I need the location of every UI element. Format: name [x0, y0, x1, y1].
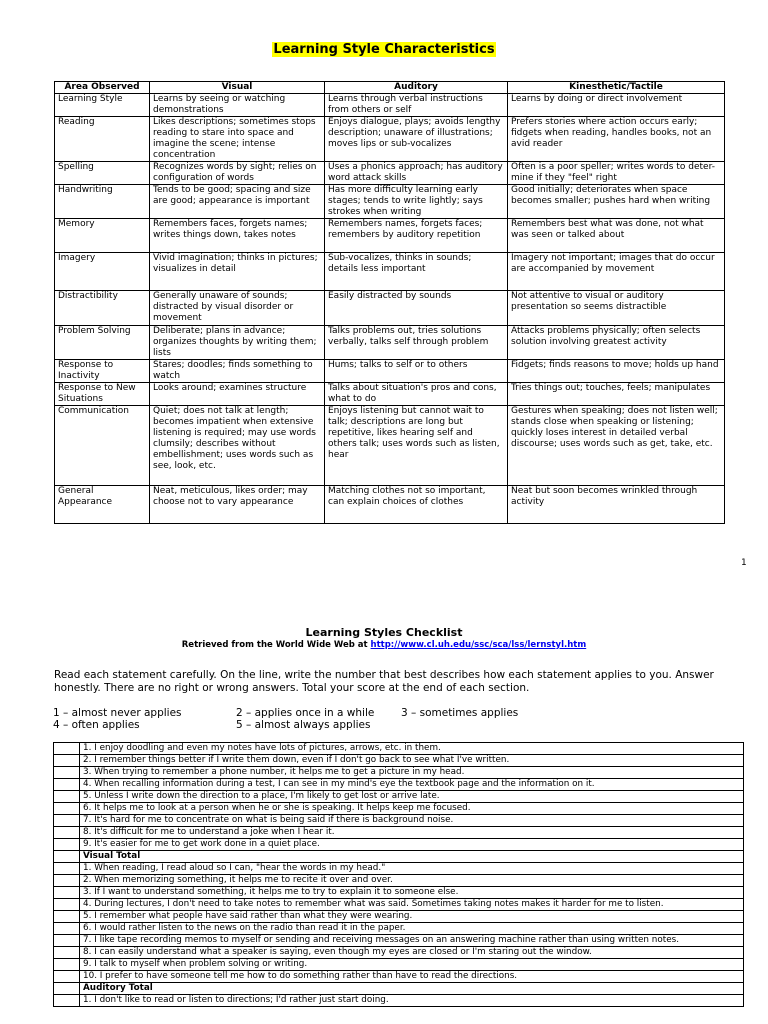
kinesthetic-cell: Often is a poor speller; writes words to deter- mine if they "feel" right	[508, 162, 725, 185]
checklist-row	[54, 899, 744, 911]
area-cell: Problem Solving	[55, 326, 150, 360]
statement-text: 4. During lectures, I don't need to take notes to remember what was said. Sometimes taking notes makes it harder for me to listen.	[80, 899, 744, 911]
statement-text: 1. When reading, I read aloud so I can, "hear the words in my head."	[80, 863, 744, 875]
kinesthetic-cell: Not attentive to visual or auditory presentation so seems distractible	[508, 291, 725, 326]
visual-cell: Remembers faces, forgets names; writes things down, takes notes	[150, 219, 325, 253]
statement-text: 10. I prefer to have someone tell me how to do something rather than have to read the directions.	[80, 971, 744, 983]
section-total-label: Visual Total	[80, 851, 744, 863]
visual-cell: Deliberate; plans in advance; organizes thoughts by writing them; lists	[150, 326, 325, 360]
visual-cell: Stares; doodles; finds something to watch	[150, 360, 325, 383]
characteristics-title-text: Learning Style Characteristics	[273, 42, 495, 57]
statement-text: 7. It's hard for me to concentrate on what is being said if there is background noise.	[80, 815, 744, 827]
auditory-cell: Matching clothes not so important, can explain choices of clothes	[325, 486, 508, 524]
auditory-cell: Easily distracted by sounds	[325, 291, 508, 326]
table-row	[55, 326, 725, 360]
scale-item-1: 1 – almost never applies	[53, 707, 182, 719]
table-row	[55, 117, 725, 162]
score-field[interactable]	[54, 959, 80, 971]
table-row	[55, 406, 725, 486]
table-row	[55, 383, 725, 406]
statement-text: 8. I can easily understand what a speaker is saying, even though my eyes are closed or I'm staring out the window.	[80, 947, 744, 959]
checklist-row	[54, 875, 744, 887]
score-field[interactable]	[54, 875, 80, 887]
statement-text: 2. When memorizing something, it helps me to recite it over and over.	[80, 875, 744, 887]
characteristics-title	[0, 38, 768, 57]
total-score-field[interactable]	[54, 851, 80, 863]
auditory-cell: Enjoys dialogue, plays; avoids lengthy description; unaware of illustrations; moves lips or sub-vocalizes	[325, 117, 508, 162]
score-field[interactable]	[54, 791, 80, 803]
table-row	[55, 185, 725, 219]
statement-text: 6. I would rather listen to the news on the radio than read it in the paper.	[80, 923, 744, 935]
auditory-cell: Talks about situation's pros and cons, what to do	[325, 383, 508, 406]
area-cell: Reading	[55, 117, 150, 162]
checklist-row	[54, 863, 744, 875]
auditory-cell: Remembers names, forgets faces; remembers by auditory repetition	[325, 219, 508, 253]
auditory-cell: Enjoys listening but cannot wait to talk; descriptions are long but repetitive, likes hearing self and others talk; uses words such as listen, hear	[325, 406, 508, 486]
statement-text: 1. I don't like to read or listen to directions; I'd rather just start doing.	[80, 995, 744, 1007]
statement-text: 3. If I want to understand something, it helps me to try to explain it to someone else.	[80, 887, 744, 899]
checklist-row	[54, 767, 744, 779]
statement-text: 5. Unless I write down the direction to a place, I'm likely to get lost or arrive late.	[80, 791, 744, 803]
score-field[interactable]	[54, 779, 80, 791]
visual-cell: Quiet; does not talk at length; becomes impatient when extensive listening is required; may use words clumsily; describes without embellishment; uses words such as see, look, etc.	[150, 406, 325, 486]
score-field[interactable]	[54, 947, 80, 959]
score-field[interactable]	[54, 803, 80, 815]
statement-text: 1. I enjoy doodling and even my notes have lots of pictures, arrows, etc. in them.	[80, 743, 744, 755]
area-cell: General Appearance	[55, 486, 150, 524]
checklist-row	[54, 743, 744, 755]
statement-text: 7. I like tape recording memos to myself or sending and receiving messages on an answering machine rather than using written notes.	[80, 935, 744, 947]
checklist-table	[53, 742, 744, 1007]
area-cell: Spelling	[55, 162, 150, 185]
auditory-cell: Sub-vocalizes, thinks in sounds; details less important	[325, 253, 508, 291]
score-field[interactable]	[54, 827, 80, 839]
checklist-row	[54, 887, 744, 899]
checklist-subtitle	[0, 640, 768, 650]
characteristics-header-row	[55, 82, 725, 94]
visual-cell: Likes descriptions; sometimes stops reading to stare into space and imagine the scene; intense concentration	[150, 117, 325, 162]
area-cell: Communication	[55, 406, 150, 486]
visual-cell: Generally unaware of sounds; distracted by visual disorder or movement	[150, 291, 325, 326]
area-cell: Memory	[55, 219, 150, 253]
auditory-cell: Uses a phonics approach; has auditory word attack skills	[325, 162, 508, 185]
visual-cell: Vivid imagination; thinks in pictures; visualizes in detail	[150, 253, 325, 291]
visual-cell: Tends to be good; spacing and size are good; appearance is important	[150, 185, 325, 219]
checklist-subtitle-text: Retrieved from the World Wide Web at	[181, 640, 371, 650]
checklist-row	[54, 947, 744, 959]
score-field[interactable]	[54, 815, 80, 827]
table-row	[55, 486, 725, 524]
section-total-row	[54, 851, 744, 863]
statement-text: 6. It helps me to look at a person when he or she is speaking. It helps keep me focused.	[80, 803, 744, 815]
kinesthetic-cell: Attacks problems physically; often selects solution involving greatest activity	[508, 326, 725, 360]
score-field[interactable]	[54, 839, 80, 851]
score-field[interactable]	[54, 899, 80, 911]
header-area-observed: Area Observed	[55, 82, 150, 94]
checklist-title: Learning Styles Checklist	[305, 626, 463, 639]
page-number: 1	[741, 558, 747, 568]
characteristics-table	[54, 81, 725, 524]
checklist-row	[54, 911, 744, 923]
auditory-cell: Talks problems out, tries solutions verbally, talks self through problem	[325, 326, 508, 360]
kinesthetic-cell: Good initially; deteriorates when space becomes smaller; pushes hard when writing	[508, 185, 725, 219]
section-total-row	[54, 983, 744, 995]
score-field[interactable]	[54, 743, 80, 755]
area-cell: Distractibility	[55, 291, 150, 326]
score-field[interactable]	[54, 971, 80, 983]
kinesthetic-cell: Imagery not important; images that do occur are accompanied by movement	[508, 253, 725, 291]
area-cell: Response to New Situations	[55, 383, 150, 406]
area-cell: Handwriting	[55, 185, 150, 219]
visual-cell: Recognizes words by sight; relies on configuration of words	[150, 162, 325, 185]
score-field[interactable]	[54, 935, 80, 947]
checklist-row	[54, 971, 744, 983]
header-auditory: Auditory	[325, 82, 508, 94]
statement-text: 5. I remember what people have said rather than what they were wearing.	[80, 911, 744, 923]
statement-text: 9. I talk to myself when problem solving or writing.	[80, 959, 744, 971]
header-kinesthetic: Kinesthetic/Tactile	[508, 82, 725, 94]
statement-text: 3. When trying to remember a phone number, it helps me to get a picture in my head.	[80, 767, 744, 779]
checklist-row	[54, 791, 744, 803]
kinesthetic-cell: Prefers stories where action occurs early; fidgets when reading, handles books, not an avid reader	[508, 117, 725, 162]
auditory-cell: Learns through verbal instructions from others or self	[325, 94, 508, 117]
score-field[interactable]	[54, 995, 80, 1007]
checklist-row	[54, 827, 744, 839]
checklist-row	[54, 755, 744, 767]
scale-item-2: 2 – applies once in a while	[236, 707, 375, 719]
scale-item-4: 4 – often applies	[53, 719, 140, 731]
checklist-row	[54, 995, 744, 1007]
checklist-row	[54, 935, 744, 947]
score-field[interactable]	[54, 863, 80, 875]
area-cell: Response to Inactivity	[55, 360, 150, 383]
total-score-field[interactable]	[54, 983, 80, 995]
score-field[interactable]	[54, 755, 80, 767]
statement-text: 8. It's difficult for me to understand a joke when I hear it.	[80, 827, 744, 839]
statement-text: 9. It's easier for me to get work done in a quiet place.	[80, 839, 744, 851]
area-cell: Imagery	[55, 253, 150, 291]
section-total-label: Auditory Total	[80, 983, 744, 995]
checklist-row	[54, 803, 744, 815]
visual-cell: Neat, meticulous, likes order; may choose not to vary appearance	[150, 486, 325, 524]
kinesthetic-cell: Fidgets; finds reasons to move; holds up hand	[508, 360, 725, 383]
checklist-row	[54, 959, 744, 971]
statement-text: 2. I remember things better if I write them down, even if I don't go back to see what I've written.	[80, 755, 744, 767]
checklist-row	[54, 779, 744, 791]
kinesthetic-cell: Learns by doing or direct involvement	[508, 94, 725, 117]
visual-cell: Looks around; examines structure	[150, 383, 325, 406]
table-row	[55, 291, 725, 326]
auditory-cell: Hums; talks to self or to others	[325, 360, 508, 383]
score-field[interactable]	[54, 887, 80, 899]
table-row	[55, 253, 725, 291]
checklist-row	[54, 923, 744, 935]
score-field[interactable]	[54, 911, 80, 923]
score-field[interactable]	[54, 923, 80, 935]
checklist-row	[54, 815, 744, 827]
score-field[interactable]	[54, 767, 80, 779]
area-cell: Learning Style	[55, 94, 150, 117]
checklist-row	[54, 839, 744, 851]
kinesthetic-cell: Remembers best what was done, not what was seen or talked about	[508, 219, 725, 253]
visual-cell: Learns by seeing or watching demonstrations	[150, 94, 325, 117]
scale-item-5: 5 – almost always applies	[236, 719, 371, 731]
header-visual: Visual	[150, 82, 325, 94]
scale-item-3: 3 – sometimes applies	[401, 707, 519, 719]
table-row	[55, 94, 725, 117]
source-link[interactable]: http://www.cl.uh.edu/ssc/sca/lss/lernstyl.htm	[370, 640, 587, 650]
table-row	[55, 219, 725, 253]
statement-text: 4. When recalling information during a test, I can see in my mind's eye the textbook page and the information on it.	[80, 779, 744, 791]
table-row	[55, 360, 725, 383]
kinesthetic-cell: Gestures when speaking; does not listen well; stands close when speaking or listening; quickly loses interest in detailed verbal discourse; uses words such as get, take, etc.	[508, 406, 725, 486]
table-row	[55, 162, 725, 185]
kinesthetic-cell: Neat but soon becomes wrinkled through activity	[508, 486, 725, 524]
auditory-cell: Has more difficulty learning early stages; tends to write lightly; says strokes when writing	[325, 185, 508, 219]
kinesthetic-cell: Tries things out; touches, feels; manipulates	[508, 383, 725, 406]
instructions: Read each statement carefully. On the line, write the number that best describes how each statement applies to you. Answer honestly. There are no right or wrong answers. Total your score at the end of each section.	[54, 669, 714, 694]
